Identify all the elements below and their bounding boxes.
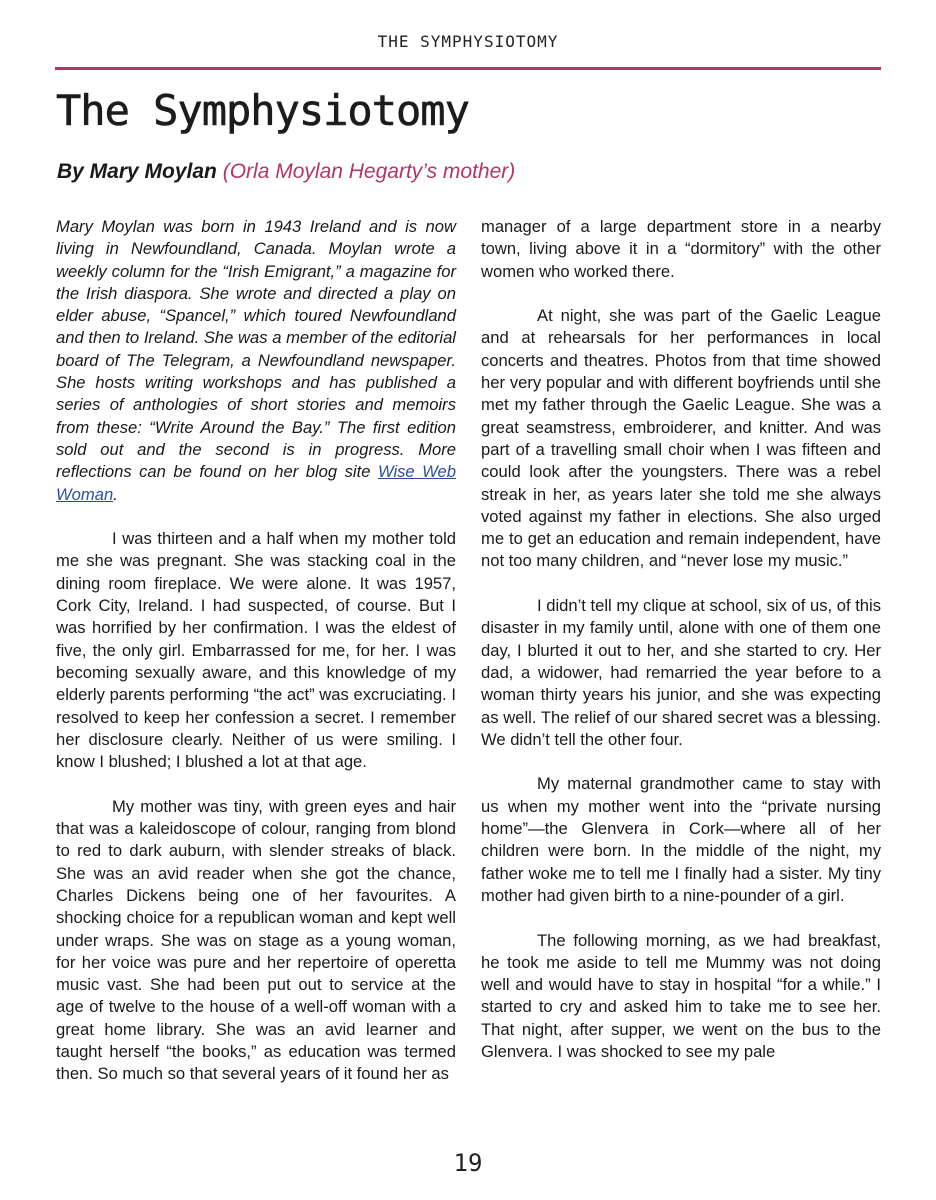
header-divider — [55, 67, 881, 70]
page-number: 19 — [453, 1149, 483, 1177]
body-paragraph: manager of a large department store in a nearby town, living above it in a “dormitory” with the other women who worked there. — [481, 217, 881, 281]
running-header: THE SYMPHYSIOTOMY — [377, 32, 559, 51]
body-paragraph: I was thirteen and a half when my mother told me she was pregnant. She was stacking coal in the dining room fireplace. We were alone. It was 1957, Cork City, Ireland. I had suspected, of course. But I was horrified by her confirmation. I was the eldest of five, the only girl. Embarrassed for me, for her. I was becoming sexually aware, and this knowledge of my elderly parents performing “the act” was excruciating. I resolved to keep her confession a secret. I remember her disclosure clearly. Neither of us were smiling. I know I blushed; I blushed a lot at that age. — [56, 529, 456, 772]
body-paragraph: My maternal grandmother came to stay with us when my mother went into the “private nursing home”—the Glenvera in Cork—where all of her children were born. In the middle of the night, my father woke me to tell me I finally had a sister. My tiny mother had given birth to a nine-pounder of a girl. — [481, 774, 881, 905]
author-bio — [56, 216, 456, 506]
author-bio-end: . — [113, 484, 118, 504]
body-paragraph: I didn’t tell my clique at school, six of us, of this disaster in my family until, alone with one of them one day, I blurted it out to her, and she started to cry. Her dad, a widower, had remarried the year before to a woman thirty years his junior, and she was expecting as well. The relief of our shared secret was a blessing. We didn’t tell the other four. — [481, 596, 882, 749]
author-bio-text: Mary Moylan was born in 1943 Ireland and is now living in Newfoundland, Canada. Moylan wrote a weekly column for the “Irish Emigrant,” a magazine for the Irish diaspora. She wrote and directed a play on elder abuse, “Spancel,” which toured Newfoundland and then to Ireland. She was a member of the editorial board of The Telegram, a Newfoundland newspaper. She hosts writing workshops and has published a series of anthologies of short stories and memoirs from these: “Write Around the Bay.” The first edition sold out and the second is in progress. More reflections can be found on her blog site — [56, 217, 456, 482]
column-right — [481, 216, 881, 1063]
body-paragraph: My mother was tiny, with green eyes and hair that was a kaleidoscope of colour, ranging from blond to red to dark auburn, with slender streaks of black. She was an avid reader when she got the chance, Charles Dickens being one of her favourites. A shocking choice for a republican woman and kept well under wraps. She was on stage as a young woman, for her voice was pure and her repertoire of operetta music vast. She had been put out to service at the age of twelve to the house of a well-off woman with a great home library. She was an avid learner and taught herself “the books,” as education was termed then. So much so that several years of it found her as — [56, 796, 456, 1084]
blog-link[interactable]: Wise Web Woman — [56, 462, 456, 504]
byline-relation: (Orla Moylan Hegarty’s mother) — [222, 160, 516, 183]
byline-author: By Mary Moylan — [57, 160, 217, 183]
article-title: The Symphysiotomy — [56, 86, 469, 135]
byline — [57, 160, 515, 184]
column-left — [56, 216, 456, 1086]
body-paragraph: The following morning, as we had breakfast, he took me aside to tell me Mummy was not doing well and would have to stay in hospital “for a while.” I started to cry and asked him to take me to see her. That night, after supper, we went on the bus to the Glenvera. I was shocked to see my pale — [481, 930, 881, 1061]
body-paragraph: At night, she was part of the Gaelic League and at rehearsals for her performances in local concerts and theatres. Photos from that time showed her very popular and with different boyfriends until she met my father through the Gaelic League. She was a great seamstress, embroiderer, and knitter. And was part of a travelling small choir when I was fifteen and could look after the youngsters. There was a rebel streak in her, as years later she told me she always voted against my father in elections. She also urged me to get an education and remain independent, have not too many children, and “never lose my music.” — [481, 306, 881, 571]
